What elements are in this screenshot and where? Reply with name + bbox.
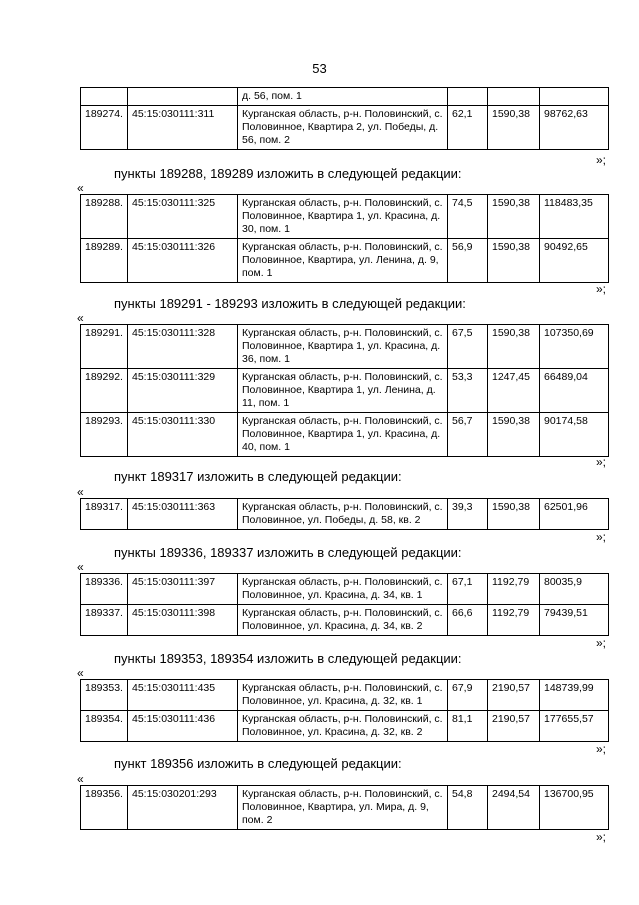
cell-cadastral: 45:15:030111:326 [128, 239, 238, 283]
cell-number: 189337. [81, 605, 128, 636]
cell-value: 62501,96 [540, 499, 609, 530]
table-row [81, 786, 609, 830]
cell-rate: 1590,38 [488, 239, 540, 283]
cell-number: 189288. [81, 195, 128, 239]
cell-address: Курганская область, р-н. Половинский, с. Половинное, ул. Красина, д. 34, кв. 2 [238, 605, 448, 636]
cell-address: Курганская область, р-н. Половинский, с. Половинное, Квартира, ул. Мира, д. 9, пом. 2 [238, 786, 448, 830]
cell-cadastral: 45:15:030111:330 [128, 413, 238, 457]
cell-rate: 2494,54 [488, 786, 540, 830]
cell-area: 67,9 [448, 680, 488, 711]
closing-quote: »; [596, 153, 607, 167]
table-row [81, 239, 609, 283]
opening-quote: « [77, 311, 84, 325]
cell-number: 189336. [81, 574, 128, 605]
opening-quote: « [77, 772, 84, 786]
closing-quote: »; [596, 455, 607, 469]
amendment-instruction: пункты 189353, 189354 изложить в следующей редакции: [114, 651, 462, 666]
cell-value: 136700,95 [540, 786, 609, 830]
cell-rate [488, 88, 540, 106]
cell-area: 74,5 [448, 195, 488, 239]
cell-cadastral: 45:15:030201:293 [128, 786, 238, 830]
cell-address: Курганская область, р-н. Половинский, с. Половинное, Квартира, ул. Ленина, д. 9, пом. 1 [238, 239, 448, 283]
cell-rate: 1590,38 [488, 325, 540, 369]
amendment-instruction: пункт 189317 изложить в следующей редакции: [114, 469, 402, 484]
cell-rate: 2190,57 [488, 680, 540, 711]
cell-cadastral [128, 88, 238, 106]
table-row [81, 680, 609, 711]
table-row [81, 325, 609, 369]
amendment-instruction: пункты 189336, 189337 изложить в следующей редакции: [114, 545, 462, 560]
cell-rate: 1590,38 [488, 195, 540, 239]
table-row [81, 574, 609, 605]
cell-area: 67,1 [448, 574, 488, 605]
amendment-instruction: пункт 189356 изложить в следующей редакции: [114, 756, 402, 771]
opening-quote: « [77, 560, 84, 574]
cell-area: 54,8 [448, 786, 488, 830]
cell-address: Курганская область, р-н. Половинский, с. Половинное, Квартира 1, ул. Красина, д. 40, пом. 1 [238, 413, 448, 457]
cell-rate: 1590,38 [488, 413, 540, 457]
cell-area: 39,3 [448, 499, 488, 530]
table-row [81, 711, 609, 742]
closing-quote: »; [596, 830, 607, 844]
cell-rate: 1192,79 [488, 574, 540, 605]
table-row [81, 88, 609, 106]
cell-rate: 1247,45 [488, 369, 540, 413]
cell-value: 90174,58 [540, 413, 609, 457]
cell-number: 189289. [81, 239, 128, 283]
cell-rate: 2190,57 [488, 711, 540, 742]
table-row [81, 195, 609, 239]
amendment-table [80, 194, 609, 283]
cell-area: 56,9 [448, 239, 488, 283]
cell-number: 189292. [81, 369, 128, 413]
cell-cadastral: 45:15:030111:329 [128, 369, 238, 413]
cell-value: 79439,51 [540, 605, 609, 636]
amendment-instruction: пункты 189291 - 189293 изложить в следующей редакции: [114, 296, 466, 311]
cell-area: 53,3 [448, 369, 488, 413]
cell-address: Курганская область, р-н. Половинский, с. Половинное, ул. Красина, д. 32, кв. 2 [238, 711, 448, 742]
amendment-table [80, 785, 609, 830]
table-row [81, 499, 609, 530]
cell-address: д. 56, пом. 1 [238, 88, 448, 106]
opening-quote: « [77, 181, 84, 195]
cell-value: 118483,35 [540, 195, 609, 239]
cell-value: 107350,69 [540, 325, 609, 369]
cell-value: 80035,9 [540, 574, 609, 605]
cell-number: 189291. [81, 325, 128, 369]
cell-address: Курганская область, р-н. Половинский, с. Половинное, Квартира 2, ул. Победы, д. 56, пом. 2 [238, 106, 448, 150]
opening-quote: « [77, 666, 84, 680]
cell-value: 66489,04 [540, 369, 609, 413]
amendment-table [80, 498, 609, 530]
continuation-table [80, 87, 609, 150]
cell-area: 56,7 [448, 413, 488, 457]
page-number: 53 [312, 61, 327, 76]
closing-quote: »; [596, 282, 607, 296]
table-row [81, 413, 609, 457]
cell-cadastral: 45:15:030111:398 [128, 605, 238, 636]
cell-area: 67,5 [448, 325, 488, 369]
cell-area: 66,6 [448, 605, 488, 636]
cell-area [448, 88, 488, 106]
cell-number: 189274. [81, 106, 128, 150]
amendment-table [80, 324, 609, 457]
cell-number: 189317. [81, 499, 128, 530]
cell-rate: 1192,79 [488, 605, 540, 636]
cell-address: Курганская область, р-н. Половинский, с. Половинное, Квартира 1, ул. Ленина, д. 11, пом. 1 [238, 369, 448, 413]
table-row [81, 605, 609, 636]
cell-value: 148739,99 [540, 680, 609, 711]
cell-address: Курганская область, р-н. Половинский, с. Половинное, Квартира 1, ул. Красина, д. 36, пом. 1 [238, 325, 448, 369]
cell-address: Курганская область, р-н. Половинский, с. Половинное, ул. Красина, д. 32, кв. 1 [238, 680, 448, 711]
cell-value: 98762,63 [540, 106, 609, 150]
amendment-table [80, 679, 609, 742]
cell-address: Курганская область, р-н. Половинский, с. Половинное, ул. Победы, д. 58, кв. 2 [238, 499, 448, 530]
cell-value [540, 88, 609, 106]
opening-quote: « [77, 485, 84, 499]
closing-quote: »; [596, 530, 607, 544]
cell-rate: 1590,38 [488, 106, 540, 150]
cell-number: 189354. [81, 711, 128, 742]
cell-address: Курганская область, р-н. Половинский, с. Половинное, Квартира 1, ул. Красина, д. 30, пом. 1 [238, 195, 448, 239]
closing-quote: »; [596, 636, 607, 650]
cell-area: 81,1 [448, 711, 488, 742]
cell-cadastral: 45:15:030111:325 [128, 195, 238, 239]
cell-address: Курганская область, р-н. Половинский, с. Половинное, ул. Красина, д. 34, кв. 1 [238, 574, 448, 605]
cell-value: 177655,57 [540, 711, 609, 742]
cell-cadastral: 45:15:030111:436 [128, 711, 238, 742]
cell-cadastral: 45:15:030111:435 [128, 680, 238, 711]
cell-cadastral: 45:15:030111:311 [128, 106, 238, 150]
table-row [81, 369, 609, 413]
cell-cadastral: 45:15:030111:363 [128, 499, 238, 530]
cell-rate: 1590,38 [488, 499, 540, 530]
cell-number [81, 88, 128, 106]
amendment-instruction: пункты 189288, 189289 изложить в следующей редакции: [114, 166, 462, 181]
cell-cadastral: 45:15:030111:328 [128, 325, 238, 369]
cell-number: 189356. [81, 786, 128, 830]
table-row [81, 106, 609, 150]
closing-quote: »; [596, 742, 607, 756]
cell-number: 189293. [81, 413, 128, 457]
amendment-table [80, 573, 609, 636]
cell-number: 189353. [81, 680, 128, 711]
cell-value: 90492,65 [540, 239, 609, 283]
cell-area: 62,1 [448, 106, 488, 150]
cell-cadastral: 45:15:030111:397 [128, 574, 238, 605]
